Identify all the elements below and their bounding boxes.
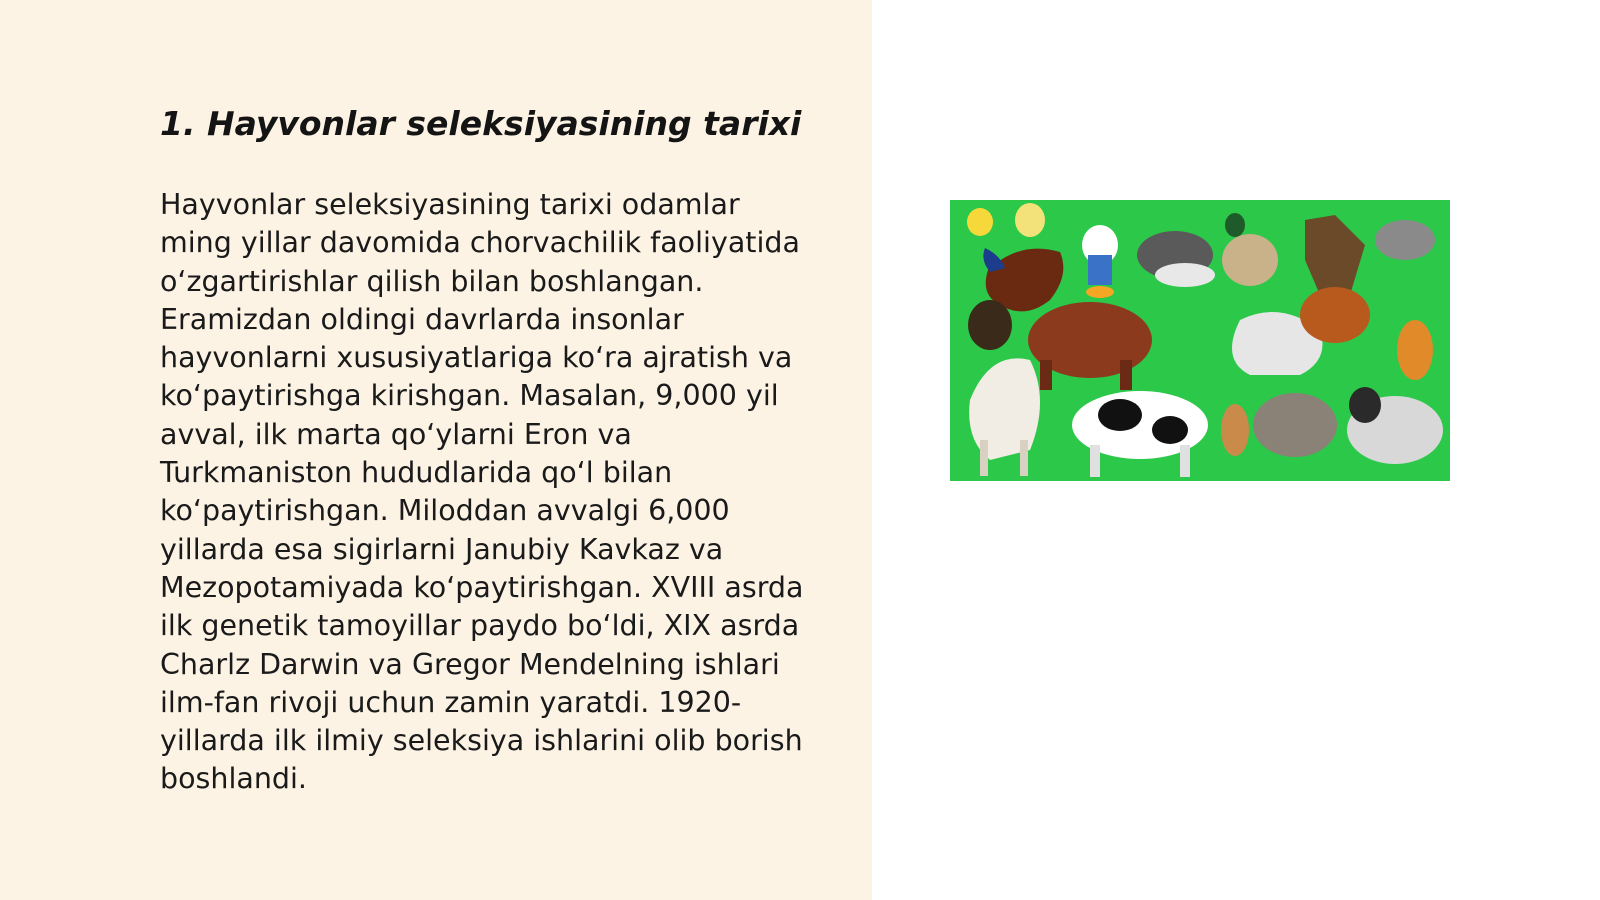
slide-title: 1. Hayvonlar seleksiyasining tarixi [160, 104, 802, 143]
farm-animals-collage-icon [950, 200, 1450, 481]
farm-animals-image [950, 200, 1450, 481]
slide-body-text: Hayvonlar seleksiyasining tarixi odamlar ming yillar davomida chorvachilik faoliyatida o‘zgartirishlar qilish bilan boshlangan. Eramizdan oldingi davrlarda insonlar hayvonlarni xususiyatlariga ko‘ra ajratish va ko‘paytirishga kirishgan. Masalan, 9,000 yil avval, ilk marta qo‘ylarni Eron va Turkmaniston hududlarida qo‘l bilan ko‘paytirishgan. Miloddan avvalgi 6,000 yillarda esa sigirlarni Janubiy Kavkaz va Mezopotamiyada ko‘paytirishgan. XVIII asrda ilk genetik tamoyillar paydo bo‘ldi, XIX asrda Charlz Darwin va Gregor Mendelning ishlari ilm-fan rivoji uchun zamin yaratdi. 1920- yillarda ilk ilmiy seleksiya ishlarini olib borish boshlandi. [160, 188, 804, 796]
